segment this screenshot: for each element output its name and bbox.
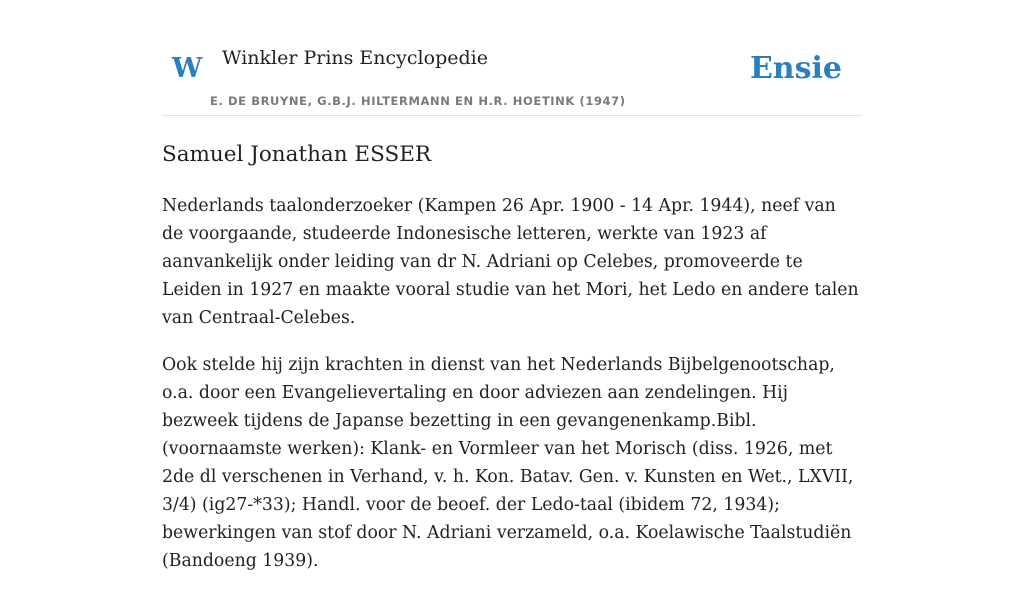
page	[162, 0, 862, 571]
article-paragraph: Ook stelde hij zijn krachten in dienst van het Nederlands Bijbelgenootschap, o.a. door een Evangelievertaling en door adviezen aan zendelingen. Hij bezweek tijdens de Japanse bezetting in een gevangenenkamp.Bibl. (voornaamste werken): Klank- en Vormleer van het Morisch (diss. 1926, met 2de dl verschenen in Verhand, v. h. Kon. Batav. Gen. v. Kunsten en Wet., LXVII, 3/4) (ig27-*33); Handl. voor de beoef. der Ledo-taal (ibidem 72, 1934); bewerkingen van stof door N. Adriani verzameld, o.a. Koelawische Taalstudiën (Bandoeng 1939).	[162, 355, 854, 571]
article-title: Samuel Jonathan ESSER	[162, 142, 432, 167]
site-title[interactable]: Winkler Prins Encyclopedie	[222, 47, 488, 69]
ensie-brand-logo[interactable]: Ensie	[749, 51, 842, 86]
edition-authors: E. DE BRUYNE, G.B.J. HILTERMANN EN H.R. HOETINK (1947)	[210, 94, 626, 108]
article-paragraph: Nederlands taalonderzoeker (Kampen 26 Apr. 1900 - 14 Apr. 1944), neef van de voorgaande, studeerde Indonesische letteren, werkte van 1923 af aanvankelijk onder leiding van dr N. Adriani op Celebes, promoveerde te Leiden in 1927 en maakte vooral studie van het Mori, het Ledo en andere talen van Centraal-Celebes.	[162, 196, 859, 328]
winkler-prins-logo[interactable]: W	[172, 53, 203, 84]
site-header	[162, 0, 862, 116]
article-body	[162, 192, 862, 594]
